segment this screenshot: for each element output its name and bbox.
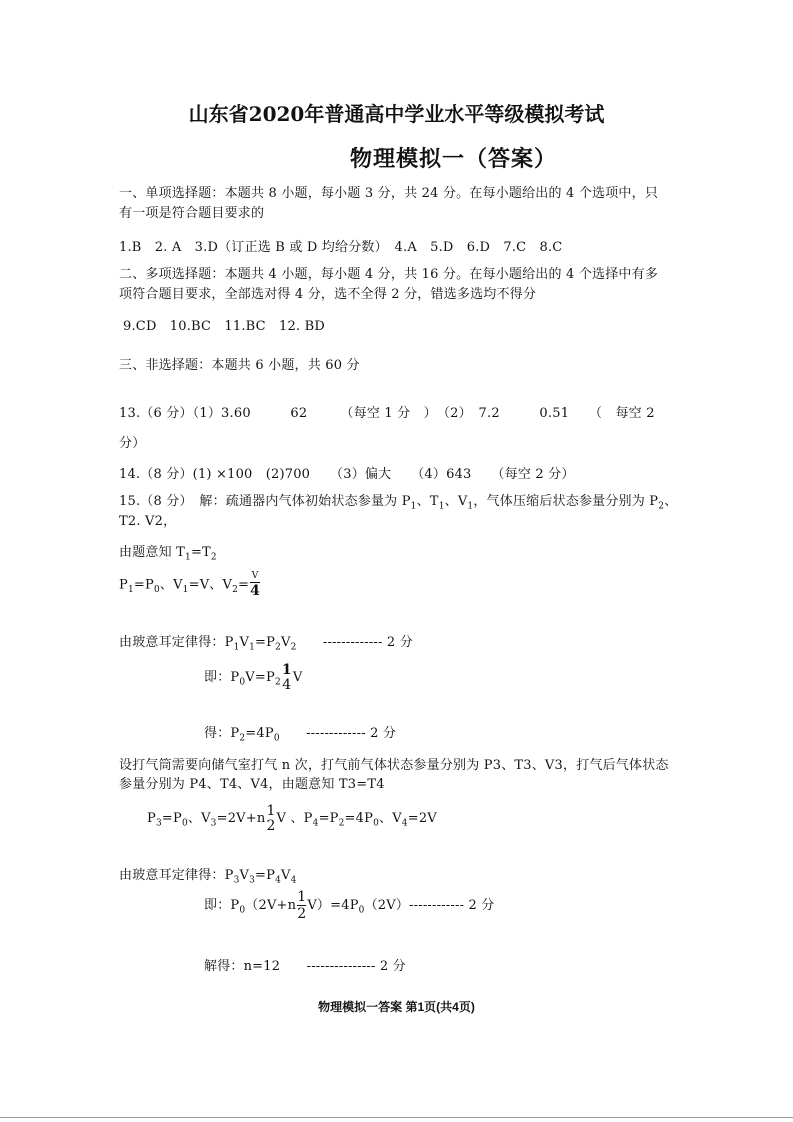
section2-heading-line2: 项符合题目要求，全部选对得 4 分，选不全得 2 分，错选多选均不得分	[119, 287, 537, 302]
q15-de1: 得：$P_2=4P_0$ ------------- 2 分	[204, 726, 397, 744]
q13-line2: 分）	[119, 436, 146, 451]
q15-law2: 由玻意耳定律得：$P_3V_3=P_4V_4$	[119, 868, 297, 886]
q15-intro: 15.（8 分） 解：疏通器内气体初始状态参量为 $P_1$、$T_1$、$V_1$，气体压缩后状态参量分别为 $P_2$、	[119, 494, 678, 512]
section1-answers: 1.B 2. A 3.D（订正选 B 或 D 均给分数） 4.A 5.D 6.D 7.C 8.C	[119, 240, 563, 255]
q13-line1: 13.（6 分）（1）3.60 62 （每空 1 分 ） （2） 7.2 0.51 （ 每空 2	[119, 406, 655, 421]
q15-pump-line2: 参量分别为 P4、T4、V4，由题意知 T3=T4	[119, 777, 385, 792]
section3-heading: 三、非选择题：本题共 6 小题，共 60 分	[119, 358, 360, 373]
v-over-4-fraction: $\frac{V}{4}$	[250, 571, 261, 599]
q15-state1: $P_1=P_0$、$V_1=V$、$V_2=$ $\frac{V}{4}$	[119, 571, 261, 599]
section2-answers: 9.CD 10.BC 11.BC 12. BD	[123, 319, 325, 334]
one-over-2-fraction: 1 2	[266, 803, 276, 834]
page-title: 山东省2020年普通高中学业水平等级模拟考试	[188, 102, 605, 126]
q15-pump-line1: 设打气筒需要向储气室打气 n 次，打气前气体状态参量分别为 P3、T3、V3，打气后气体状态	[119, 758, 669, 773]
q15-solve: 解得：n=12 --------------- 2 分	[204, 959, 406, 974]
section1-heading-line2: 有一项是符合题目要求的	[119, 206, 265, 221]
q15-ji1: 即：$P_0V=P_2$ 1 4 V	[204, 662, 303, 693]
one-over-2-fraction-b: $\frac{1}{2}$	[297, 889, 307, 922]
q15-intro-line2: T2. V2，	[119, 514, 177, 529]
q15-law1: 由玻意耳定律得：$P_1V_1=P_2V_2$ ------------- 2 分	[119, 635, 413, 653]
q15-known: 由题意知 $T_1=T_2$	[119, 545, 217, 563]
section2-heading-line1: 二、多项选择题：本题共 4 小题，每小题 4 分，共 16 分。在每小题给出的 4 个选择中有多	[119, 267, 659, 282]
page-subtitle: 物理模拟一（答案）	[350, 146, 558, 172]
q15-ji2: 即：$P_0(2V+n$ $\frac{1}{2}$ $V)=4P_0(2V)------------$ 2 分	[204, 889, 495, 922]
section1-heading-line1: 一、单项选择题：本题共 8 小题，每小题 3 分，共 24 分。在每小题给出的 4 个选项中，只	[119, 186, 659, 201]
q14-line: 14.（8 分）(1) ×100 (2)700 （3）偏大 （4）643 （每空 2 分）	[119, 467, 575, 482]
one-over-4-fraction: 1 4	[281, 662, 292, 693]
page-bottom-divider	[0, 1117, 793, 1118]
page-footer: 物理模拟一答案 第1页(共4页)	[318, 1000, 475, 1014]
q15-state2: $P_3=P_0$、$V_3=2V+n$ 1 2 V 、$P_4=P_2=4P_0$、$V_4=2V$	[147, 803, 437, 834]
